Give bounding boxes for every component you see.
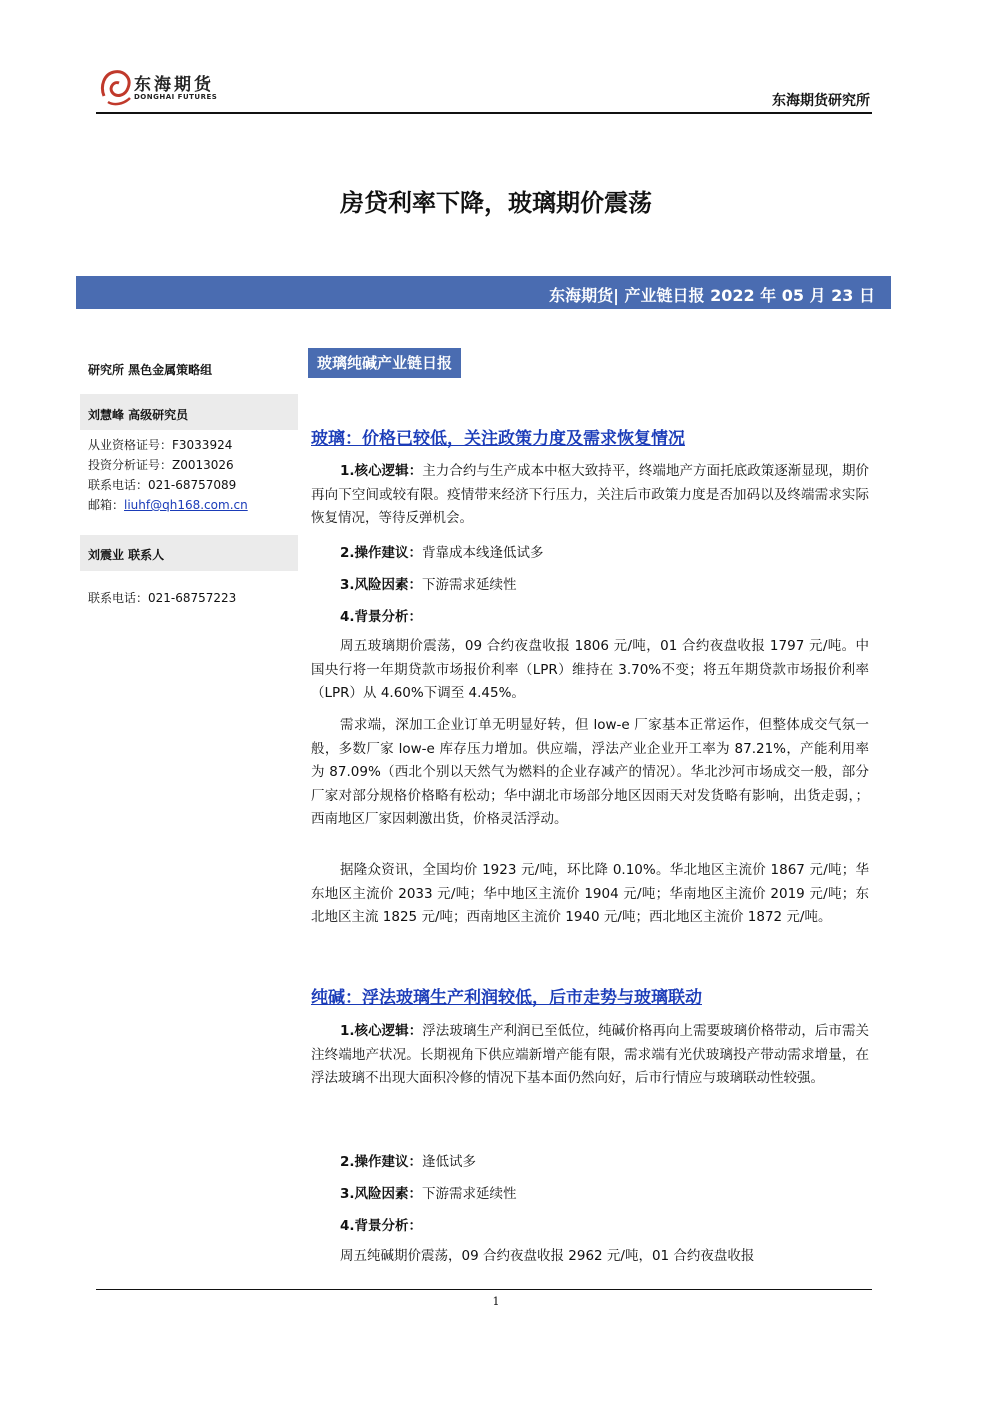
soda-background-label: 4.背景分析： <box>340 1218 423 1234</box>
soda-core-logic <box>311 1020 869 1091</box>
email-label: 邮箱： <box>88 498 125 512</box>
analyst1-email-row <box>88 495 248 515</box>
analyst1-email-link[interactable]: liuhf@qh168.com.cn <box>124 498 248 512</box>
soda-risk <box>340 1182 517 1202</box>
glass-operation <box>340 541 544 561</box>
analyst1-qualification: 从业资格证号：F3033924 <box>88 438 233 452</box>
section-tag: 玻璃纯碱产业链日报 <box>308 348 461 378</box>
logo-text-en: DONGHAI FUTURES <box>134 93 218 101</box>
page-number: 1 <box>492 1295 500 1308</box>
glass-background-3: 据隆众资讯，全国均价 1923 元/吨，环比降 0.10%。华北地区主流价 1867 元/吨；华东地区主流价 2033 元/吨；华中地区主流价 1904 元/吨；华南地区主流价 2019 元/吨；东北地区主流 1825 元/吨；西南地区主流价 1940 元/吨；西北地区主流价 1872 元/吨。 <box>311 862 869 925</box>
analyst2-name: 刘震业 联系人 <box>88 548 165 562</box>
analyst1-name: 刘慧峰 高级研究员 <box>88 408 189 422</box>
soda-heading: 纯碱：浮法玻璃生产利润较低，后市走势与玻璃联动 <box>311 988 702 1008</box>
soda-logic-text: 浮法玻璃生产利润已至低位，纯碱价格再向上需要玻璃价格带动，后市需关注终端地产状况。长期视角下供应端新增产能有限，需求端有光伏玻璃投产带动需求增量，在浮法玻璃不出现大面积冷修的情况下基本面仍然向好，后市行情应与玻璃联动性较强。 <box>311 1023 870 1086</box>
research-group: 研究所 黑色金属策略组 <box>88 363 213 377</box>
glass-logic-label: 1.核心逻辑： <box>340 463 423 479</box>
analyst1-invest-cert: 投资分析证号：Z0013026 <box>88 458 234 472</box>
soda-background-1: 周五纯碱期价震荡，09 合约夜盘收报 2962 元/吨，01 合约夜盘收报 <box>340 1248 755 1264</box>
soda-op-text: 逢低试多 <box>422 1154 477 1170</box>
glass-risk <box>340 573 517 593</box>
glass-risk-text: 下游需求延续性 <box>422 577 517 593</box>
report-title: 房贷利率下降，玻璃期价震荡 <box>340 189 652 217</box>
header-divider <box>96 112 872 114</box>
glass-background-2: 需求端，深加工企业订单无明显好转，但 low-e 厂家基本正常运作，但整体成交气氛一般，多数厂家 low-e 库存压力增加。供应端，浮法产业企业开工率为 87.21%，产能利用率为 87.09%（西北个别以天然气为燃料的企业存减产的情况）。华北沙河市场成交一般，部分厂家对部分规格价格略有松动；华中湖北市场部分地区因雨天对发货略有影响，出货走弱，；西南地区厂家因刺激出货，价格灵活浮动。 <box>311 717 869 827</box>
glass-risk-label: 3.风险因素： <box>340 577 423 593</box>
soda-risk-text: 下游需求延续性 <box>422 1186 517 1202</box>
glass-op-text: 背靠成本线逢低试多 <box>422 545 544 561</box>
soda-risk-label: 3.风险因素： <box>340 1186 423 1202</box>
soda-operation <box>340 1150 476 1170</box>
glass-heading: 玻璃：价格已较低，关注政策力度及需求恢复情况 <box>311 429 685 449</box>
soda-op-label: 2.操作建议： <box>340 1154 423 1170</box>
glass-core-logic <box>311 460 869 531</box>
institute-name: 东海期货研究所 <box>772 93 870 109</box>
analyst1-phone: 联系电话：021-68757089 <box>88 478 237 492</box>
soda-logic-label: 1.核心逻辑： <box>340 1023 423 1039</box>
analyst2-phone: 联系电话：021-68757223 <box>88 591 237 605</box>
glass-logic-text: 主力合约与生产成本中枢大致持平，终端地产方面托底政策逐渐显现，期价再向下空间或较有限。疫情带来经济下行压力，关注后市政策力度是否加码以及终端需求实际恢复情况，等待反弹机会。 <box>311 463 870 526</box>
logo-text-cn: 东海期货 <box>134 75 214 95</box>
report-banner <box>76 276 891 309</box>
glass-op-label: 2.操作建议： <box>340 545 423 561</box>
banner-text: 东海期货| 产业链日报 2022 年 05 月 23 日 <box>549 286 875 305</box>
glass-background-label: 4.背景分析： <box>340 609 423 625</box>
glass-background-1: 周五玻璃期价震荡，09 合约夜盘收报 1806 元/吨，01 合约夜盘收报 1797 元/吨。中国央行将一年期贷款市场报价利率（LPR）维持在 3.70%不变；将五年期贷款市场报价利率（LPR）从 4.60%下调至 4.45%。 <box>311 638 869 701</box>
footer-divider <box>96 1289 872 1290</box>
